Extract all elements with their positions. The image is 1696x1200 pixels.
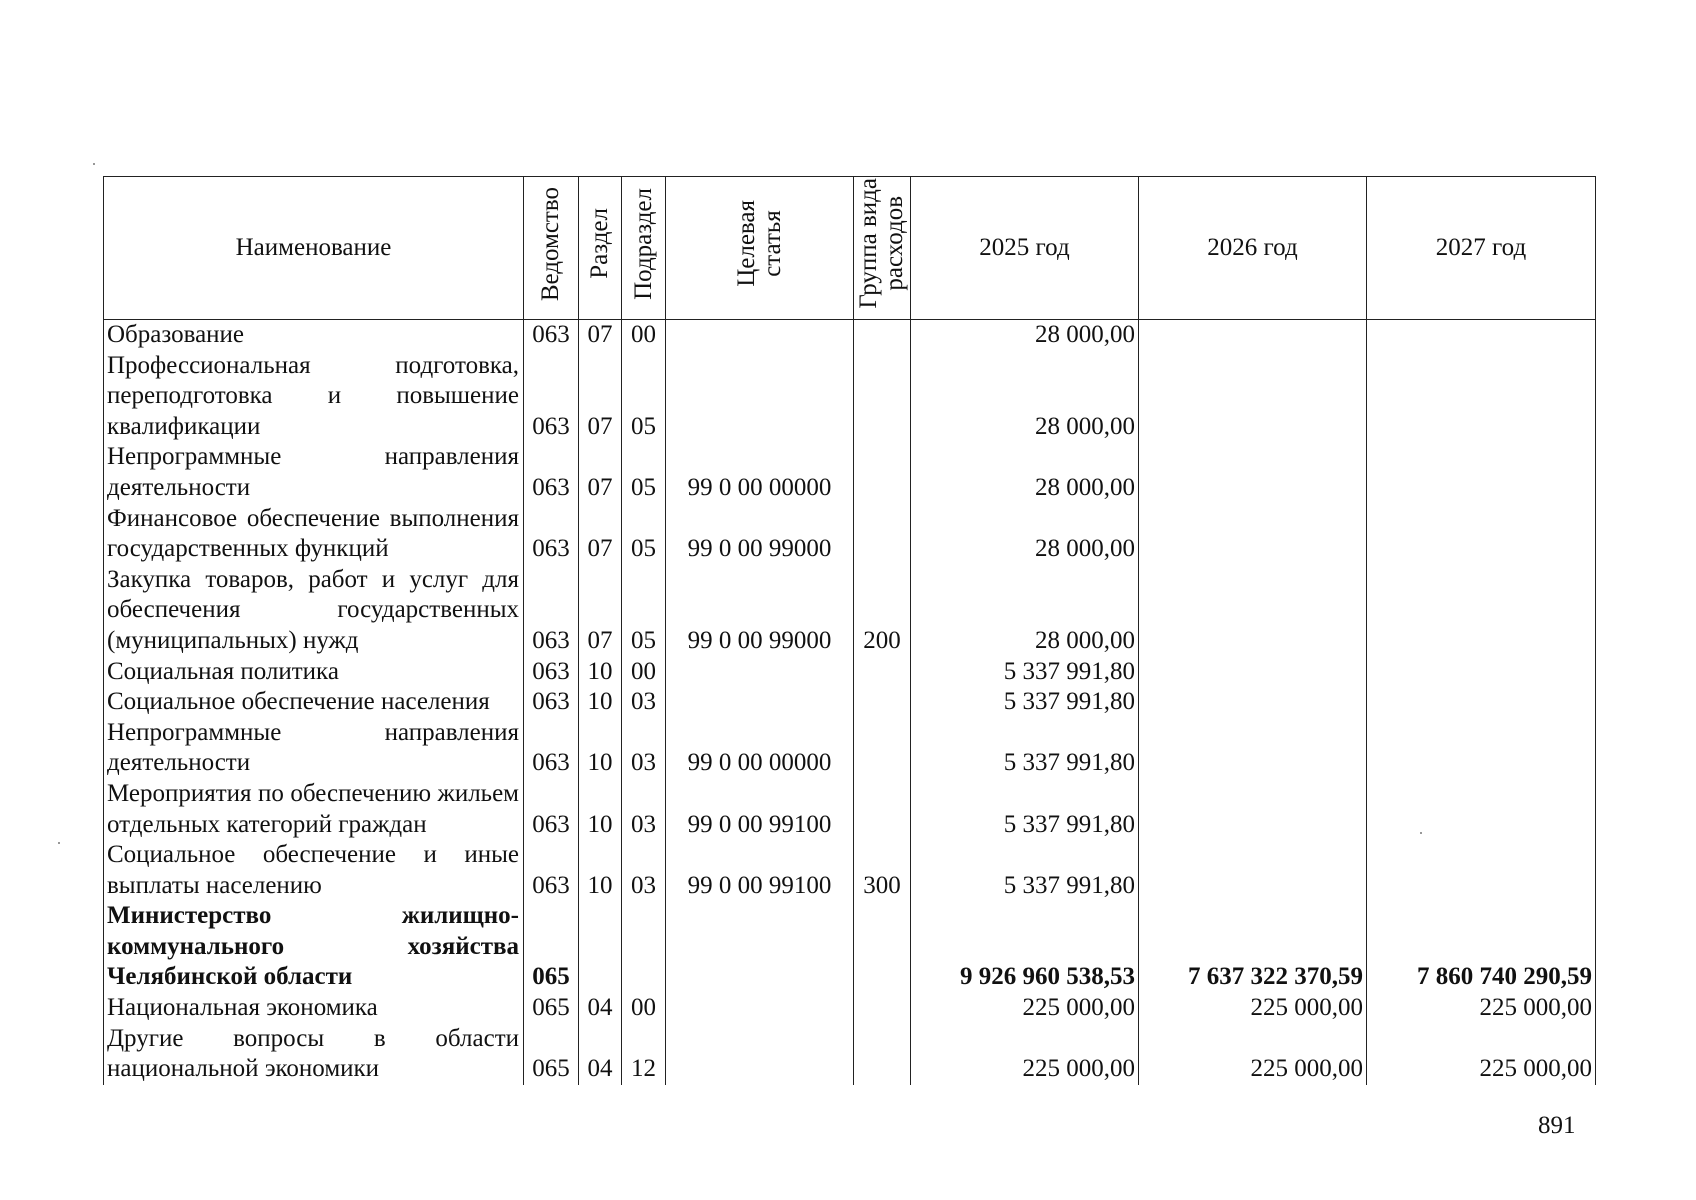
budget-table <box>103 176 1596 1085</box>
row-2026 <box>1139 657 1367 688</box>
scan-speck <box>1420 832 1422 834</box>
row-2026 <box>1139 442 1367 503</box>
row-2026 <box>1139 351 1367 443</box>
row-2025: 9 926 960 538,53 <box>911 901 1139 993</box>
row-razdel: 10 <box>579 718 622 779</box>
row-2027 <box>1367 840 1596 901</box>
header-celevaya-statya: Целевая статья <box>666 177 854 320</box>
row-celevaya-statya: 99 0 00 99100 <box>666 779 854 840</box>
row-gruppa: 200 <box>854 565 911 657</box>
row-2027 <box>1367 718 1596 779</box>
row-gruppa <box>854 779 911 840</box>
row-2027: 225 000,00 <box>1367 993 1596 1024</box>
row-2026 <box>1139 718 1367 779</box>
row-podrazdel: 12 <box>622 1024 666 1085</box>
row-name: Финансовое обеспечение выполнения государственных функций <box>104 504 524 565</box>
row-podrazdel: 00 <box>622 657 666 688</box>
row-2026 <box>1139 840 1367 901</box>
row-2025: 5 337 991,80 <box>911 779 1139 840</box>
row-name: Непрограммные направления деятельности <box>104 442 524 503</box>
row-2027 <box>1367 320 1596 351</box>
row-name: Образование <box>104 320 524 351</box>
row-2026 <box>1139 779 1367 840</box>
row-celevaya-statya: 99 0 00 99100 <box>666 840 854 901</box>
table-row <box>104 351 1596 443</box>
row-podrazdel: 03 <box>622 779 666 840</box>
table-row <box>104 779 1596 840</box>
row-podrazdel: 03 <box>622 718 666 779</box>
row-2025: 28 000,00 <box>911 351 1139 443</box>
row-2025: 225 000,00 <box>911 1024 1139 1085</box>
row-ved: 065 <box>524 901 579 993</box>
page-number: 891 <box>1538 1112 1576 1139</box>
header-year-2026: 2026 год <box>1139 177 1367 320</box>
row-podrazdel: 00 <box>622 320 666 351</box>
row-celevaya-statya: 99 0 00 00000 <box>666 442 854 503</box>
row-name: Профессиональная подготовка, переподготовка и повышение квалификации <box>104 351 524 443</box>
row-ved: 065 <box>524 993 579 1024</box>
row-2026 <box>1139 320 1367 351</box>
row-name: Министерство жилищно-коммунального хозяйства Челябинской области <box>104 901 524 993</box>
row-ved: 063 <box>524 351 579 443</box>
row-gruppa: 300 <box>854 840 911 901</box>
table-row <box>104 504 1596 565</box>
row-gruppa <box>854 504 911 565</box>
header-gruppa-vida-rashodov: Группа вида расходов <box>854 177 911 320</box>
row-2026: 225 000,00 <box>1139 993 1367 1024</box>
row-celevaya-statya <box>666 901 854 993</box>
row-2027 <box>1367 657 1596 688</box>
row-razdel: 10 <box>579 840 622 901</box>
row-ved: 063 <box>524 657 579 688</box>
row-razdel: 04 <box>579 993 622 1024</box>
row-podrazdel: 05 <box>622 351 666 443</box>
header-razdel: Раздел <box>579 177 622 320</box>
row-gruppa <box>854 1024 911 1085</box>
row-2026 <box>1139 565 1367 657</box>
row-podrazdel: 05 <box>622 504 666 565</box>
header-year-2027: 2027 год <box>1367 177 1596 320</box>
row-razdel: 10 <box>579 779 622 840</box>
header-ved: Ведомство <box>524 177 579 320</box>
row-2027 <box>1367 565 1596 657</box>
table-row <box>104 442 1596 503</box>
row-podrazdel: 03 <box>622 687 666 718</box>
table-row <box>104 1024 1596 1085</box>
row-ved: 065 <box>524 1024 579 1085</box>
table-row <box>104 320 1596 351</box>
row-2025: 28 000,00 <box>911 565 1139 657</box>
row-celevaya-statya <box>666 320 854 351</box>
row-name: Социальное обеспечение населения <box>104 687 524 718</box>
row-razdel: 07 <box>579 442 622 503</box>
row-razdel: 10 <box>579 687 622 718</box>
row-gruppa <box>854 718 911 779</box>
row-celevaya-statya <box>666 351 854 443</box>
row-gruppa <box>854 351 911 443</box>
row-celevaya-statya <box>666 1024 854 1085</box>
table-row <box>104 718 1596 779</box>
table-row-ministry <box>104 901 1596 993</box>
scan-speck <box>93 163 95 165</box>
row-gruppa <box>854 657 911 688</box>
row-2027 <box>1367 351 1596 443</box>
row-celevaya-statya <box>666 657 854 688</box>
row-gruppa <box>854 320 911 351</box>
header-name: Наименование <box>104 177 524 320</box>
row-2026 <box>1139 504 1367 565</box>
row-razdel: 07 <box>579 320 622 351</box>
table-row <box>104 565 1596 657</box>
row-razdel: 07 <box>579 351 622 443</box>
row-celevaya-statya <box>666 687 854 718</box>
scan-speck <box>58 842 60 844</box>
row-2026 <box>1139 687 1367 718</box>
table-row <box>104 657 1596 688</box>
row-name: Социальная политика <box>104 657 524 688</box>
row-name: Национальная экономика <box>104 993 524 1024</box>
row-2025: 5 337 991,80 <box>911 718 1139 779</box>
row-gruppa <box>854 442 911 503</box>
row-name: Другие вопросы в области национальной экономики <box>104 1024 524 1085</box>
row-celevaya-statya: 99 0 00 99000 <box>666 504 854 565</box>
row-razdel: 07 <box>579 565 622 657</box>
row-2025: 28 000,00 <box>911 504 1139 565</box>
header-podrazdel: Подраздел <box>622 177 666 320</box>
table-row <box>104 993 1596 1024</box>
row-gruppa <box>854 993 911 1024</box>
row-razdel: 04 <box>579 1024 622 1085</box>
row-name: Непрограммные направления деятельности <box>104 718 524 779</box>
row-razdel: 07 <box>579 504 622 565</box>
row-razdel: 10 <box>579 657 622 688</box>
row-celevaya-statya <box>666 993 854 1024</box>
row-name: Мероприятия по обеспечению жильем отдельных категорий граждан <box>104 779 524 840</box>
row-podrazdel: 03 <box>622 840 666 901</box>
row-2025: 28 000,00 <box>911 320 1139 351</box>
row-2027 <box>1367 779 1596 840</box>
row-celevaya-statya: 99 0 00 00000 <box>666 718 854 779</box>
row-2026: 7 637 322 370,59 <box>1139 901 1367 993</box>
row-ved: 063 <box>524 504 579 565</box>
row-ved: 063 <box>524 718 579 779</box>
row-2025: 225 000,00 <box>911 993 1139 1024</box>
row-2025: 5 337 991,80 <box>911 687 1139 718</box>
row-gruppa <box>854 687 911 718</box>
budget-table-wrapper <box>103 176 1596 1085</box>
row-2025: 5 337 991,80 <box>911 840 1139 901</box>
header-year-2025: 2025 год <box>911 177 1139 320</box>
row-2027: 225 000,00 <box>1367 1024 1596 1085</box>
row-2025: 5 337 991,80 <box>911 657 1139 688</box>
row-name: Закупка товаров, работ и услуг для обеспечения государственных (муниципальных) нужд <box>104 565 524 657</box>
row-ved: 063 <box>524 442 579 503</box>
row-ved: 063 <box>524 320 579 351</box>
row-podrazdel: 00 <box>622 993 666 1024</box>
row-2027 <box>1367 687 1596 718</box>
row-2027: 7 860 740 290,59 <box>1367 901 1596 993</box>
row-name: Социальное обеспечение и иные выплаты населению <box>104 840 524 901</box>
table-header-row <box>104 177 1596 320</box>
row-celevaya-statya: 99 0 00 99000 <box>666 565 854 657</box>
row-2026: 225 000,00 <box>1139 1024 1367 1085</box>
row-razdel <box>579 901 622 993</box>
row-ved: 063 <box>524 565 579 657</box>
row-2027 <box>1367 504 1596 565</box>
row-podrazdel: 05 <box>622 565 666 657</box>
row-ved: 063 <box>524 779 579 840</box>
row-2025: 28 000,00 <box>911 442 1139 503</box>
row-ved: 063 <box>524 687 579 718</box>
row-gruppa <box>854 901 911 993</box>
row-ved: 063 <box>524 840 579 901</box>
row-podrazdel <box>622 901 666 993</box>
row-podrazdel: 05 <box>622 442 666 503</box>
row-2027 <box>1367 442 1596 503</box>
table-row <box>104 840 1596 901</box>
table-row <box>104 687 1596 718</box>
